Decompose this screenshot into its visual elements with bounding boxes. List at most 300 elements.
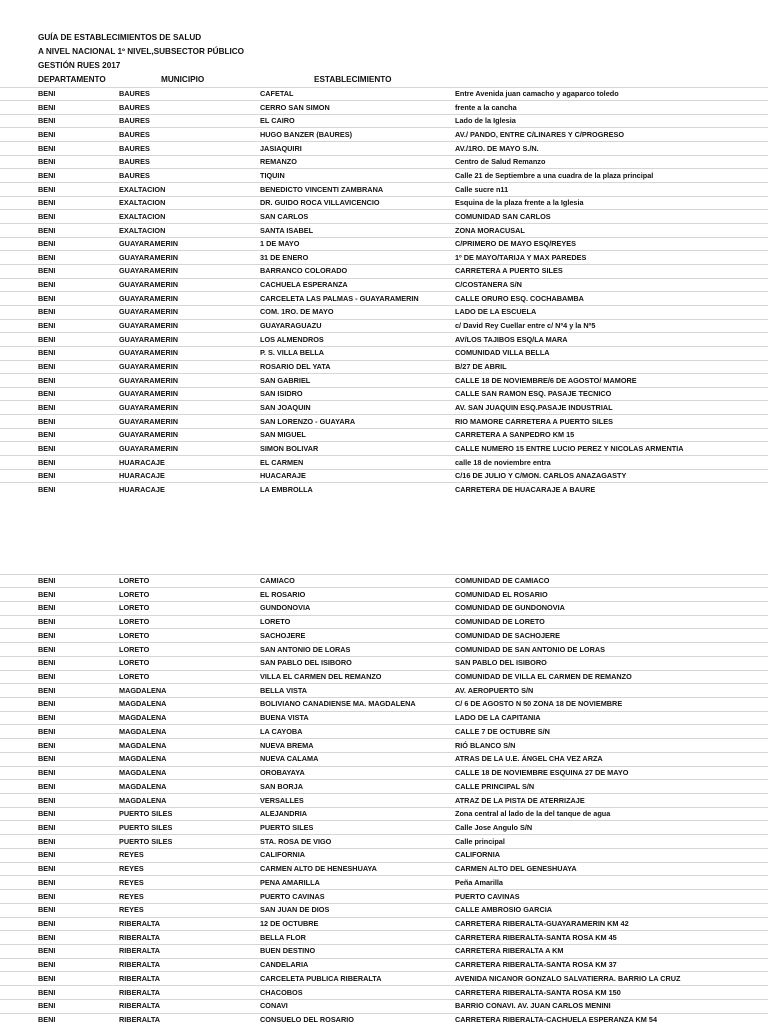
direccion-cell: Centro de Salud Remanzo — [455, 157, 546, 167]
establecimiento-cell: SAN ANTONIO DE LORAS — [260, 644, 351, 654]
direccion-cell: Peña Amarilla — [455, 877, 503, 887]
departamento-cell: BENI — [38, 672, 56, 682]
departamento-cell: BENI — [38, 919, 56, 928]
establecimiento-cell: SIMON BOLIVAR — [260, 443, 319, 453]
establecimiento-cell: BOLIVIANO CANADIENSE MA. MAGDALENA — [260, 699, 416, 709]
table-row — [0, 999, 768, 1013]
table-row — [0, 903, 768, 917]
municipio-cell: REYES — [119, 877, 144, 887]
municipio-cell: REYES — [119, 850, 144, 860]
establecimiento-cell: SACHOJERE — [260, 630, 306, 640]
municipio-cell: GUAYARAMERIN — [119, 239, 179, 249]
establecimiento-cell: NUEVA BREMA — [260, 740, 314, 750]
table-row — [0, 319, 768, 333]
direccion-cell: CALLE 18 DE NOVIEMBRE ESQUINA 27 DE MAYO — [455, 768, 629, 778]
municipio-cell: BAURES — [119, 116, 150, 126]
departamento-cell: BENI — [38, 89, 56, 98]
direccion-cell: frente a la cancha — [455, 102, 517, 112]
table-row — [0, 807, 768, 821]
establecimiento-cell: EL ROSARIO — [260, 589, 306, 599]
direccion-cell: AV. SAN JUAQUIN ESQ.PASAJE INDUSTRIAL — [455, 402, 613, 412]
departamento-cell: BENI — [38, 754, 56, 764]
municipio-cell: GUAYARAMERIN — [119, 334, 179, 344]
direccion-cell: COMUNIDAD SAN CARLOS — [455, 211, 551, 221]
direccion-cell: Zona central al lado de la del tanque de agua — [455, 809, 611, 819]
municipio-cell: MAGDALENA — [119, 740, 167, 750]
departamento-cell: BENI — [38, 116, 56, 126]
establecimiento-cell: BUEN DESTINO — [260, 946, 316, 956]
direccion-cell: Calle principal — [455, 836, 505, 846]
direccion-cell: CARRETERA RIBERALTA-SANTA ROSA KM 45 — [455, 932, 617, 942]
direccion-cell: CARRETERA RIBERALTA A KM — [455, 946, 564, 956]
departamento-cell: BENI — [38, 266, 56, 276]
table-row — [0, 615, 768, 629]
establecimiento-cell: CALIFORNIA — [260, 850, 305, 860]
table-row — [0, 155, 768, 169]
departamento-cell: BENI — [38, 389, 56, 399]
establecimiento-cell: VERSALLES — [260, 795, 304, 805]
establecimiento-cell: SAN CARLOS — [260, 211, 309, 221]
table-row — [0, 890, 768, 904]
column-header-establecimiento: ESTABLECIMIENTO — [314, 75, 392, 84]
municipio-cell: REYES — [119, 891, 144, 901]
column-header-municipio: MUNICIPIO — [161, 75, 205, 84]
establecimiento-cell: ALEJANDRIA — [260, 809, 308, 819]
departamento-cell: BENI — [38, 946, 56, 956]
table-row — [0, 87, 768, 101]
establecimiento-cell: EL CAIRO — [260, 116, 295, 126]
municipio-cell: LORETO — [119, 672, 150, 682]
direccion-cell: CALLE AMBROSIO GARCIA — [455, 905, 553, 915]
table-row — [0, 169, 768, 183]
direccion-cell: LADO DE LA CAPITANIA — [455, 713, 541, 723]
departamento-cell: BENI — [38, 484, 56, 494]
direccion-cell: COMUNIDAD DE SAN ANTONIO DE LORAS — [455, 644, 605, 654]
municipio-cell: BAURES — [119, 157, 150, 167]
departamento-cell: BENI — [38, 252, 56, 262]
departamento-cell: BENI — [38, 129, 56, 139]
departamento-cell: BENI — [38, 699, 56, 709]
municipio-cell: REYES — [119, 864, 144, 874]
establecimiento-cell: GUAYARAGUAZU — [260, 321, 322, 331]
departamento-cell: BENI — [38, 685, 56, 695]
direccion-cell: Calle sucre n11 — [455, 184, 509, 194]
table-row — [0, 670, 768, 684]
departamento-cell: BENI — [38, 740, 56, 750]
departamento-cell: BENI — [38, 850, 56, 860]
departamento-cell: BENI — [38, 603, 56, 613]
municipio-cell: GUAYARAMERIN — [119, 252, 179, 262]
departamento-cell: BENI — [38, 239, 56, 249]
departamento-cell: BENI — [38, 293, 56, 303]
municipio-cell: BAURES — [119, 89, 150, 98]
direccion-cell: RIÓ BLANCO S/N — [455, 740, 516, 750]
table-row — [0, 752, 768, 766]
establecimiento-cell: PENA AMARILLA — [260, 877, 320, 887]
direccion-cell: COMUNIDAD EL ROSARIO — [455, 589, 548, 599]
table-row — [0, 697, 768, 711]
municipio-cell: PUERTO SILES — [119, 836, 173, 846]
municipio-cell: LORETO — [119, 644, 150, 654]
departamento-cell: BENI — [38, 198, 56, 208]
departamento-cell: BENI — [38, 891, 56, 901]
departamento-cell: BENI — [38, 864, 56, 874]
municipio-cell: LORETO — [119, 576, 150, 585]
municipio-cell: MAGDALENA — [119, 726, 167, 736]
direccion-cell: CALLE SAN RAMON ESQ. PASAJE TECNICO — [455, 389, 612, 399]
direccion-cell: CARRETERA RIBERALTA-SANTA ROSA KM 150 — [455, 987, 621, 997]
establecimiento-cell: 1 DE MAYO — [260, 239, 300, 249]
departamento-cell: BENI — [38, 307, 56, 317]
table-row — [0, 643, 768, 657]
direccion-cell: CALIFORNIA — [455, 850, 500, 860]
establecimiento-cell: SAN GABRIEL — [260, 375, 311, 385]
direccion-cell: COMUNIDAD VILLA BELLA — [455, 348, 550, 358]
establecimiento-cell: VILLA EL CARMEN DEL REMANZO — [260, 672, 382, 682]
departamento-cell: BENI — [38, 987, 56, 997]
municipio-cell: LORETO — [119, 617, 150, 627]
establecimiento-cell: 31 DE ENERO — [260, 252, 309, 262]
direccion-cell: AV./ PANDO, ENTRE C/LINARES Y C/PROGRESO — [455, 129, 625, 139]
establecimiento-cell: CARCELETA LAS PALMAS - GUAYARAMERIN — [260, 293, 419, 303]
establecimiento-cell: CARCELETA PUBLICA RIBERALTA — [260, 973, 382, 983]
table-row — [0, 684, 768, 698]
table-row — [0, 725, 768, 739]
table-row — [0, 780, 768, 794]
direccion-cell: RIO MAMORE CARRETERA A PUERTO SILES — [455, 416, 613, 426]
direccion-cell: COMUNIDAD DE CAMIACO — [455, 576, 550, 585]
direccion-cell: AV. AEROPUERTO S/N — [455, 685, 534, 695]
direccion-cell: calle 18 de noviembre entra — [455, 457, 551, 467]
municipio-cell: MAGDALENA — [119, 713, 167, 723]
municipio-cell: RIBERALTA — [119, 919, 161, 928]
direccion-cell: AV./1RO. DE MAYO S./N. — [455, 143, 539, 153]
table-row — [0, 224, 768, 238]
direccion-cell: CARRETERA RIBERALTA-GUAYARAMERIN KM 42 — [455, 919, 629, 928]
municipio-cell: RIBERALTA — [119, 960, 161, 970]
municipio-cell: RIBERALTA — [119, 946, 161, 956]
establecimiento-cell: CAMIACO — [260, 576, 295, 585]
municipio-cell: MAGDALENA — [119, 685, 167, 695]
establecimiento-cell: DR. GUIDO ROCA VILLAVICENCIO — [260, 198, 380, 208]
table-row — [0, 346, 768, 360]
establecimiento-cell: CANDELARIA — [260, 960, 309, 970]
direccion-cell: C/16 DE JULIO Y C/MON. CARLOS ANAZAGASTY — [455, 471, 627, 481]
direccion-cell: SAN PABLO DEL ISIBORO — [455, 658, 547, 668]
table-row — [0, 428, 768, 442]
table-row — [0, 210, 768, 224]
departamento-cell: BENI — [38, 1001, 56, 1011]
table-row — [0, 114, 768, 128]
direccion-cell: LADO DE LA ESCUELA — [455, 307, 537, 317]
municipio-cell: LORETO — [119, 589, 150, 599]
departamento-cell: BENI — [38, 170, 56, 180]
municipio-cell: MAGDALENA — [119, 699, 167, 709]
table-row — [0, 1013, 768, 1027]
direccion-cell: CARRETERA RIBERALTA-CACHUELA ESPERANZA KM 54 — [455, 1015, 658, 1025]
table-row — [0, 862, 768, 876]
departamento-cell: BENI — [38, 143, 56, 153]
departamento-cell: BENI — [38, 877, 56, 887]
establecimiento-cell: SAN JOAQUIN — [260, 402, 311, 412]
establecimiento-cell: COM. 1RO. DE MAYO — [260, 307, 334, 317]
departamento-cell: BENI — [38, 973, 56, 983]
departamento-cell: BENI — [38, 416, 56, 426]
table-row — [0, 305, 768, 319]
establecimiento-cell: BUENA VISTA — [260, 713, 309, 723]
establecimiento-cell: SAN ISIDRO — [260, 389, 303, 399]
departamento-cell: BENI — [38, 362, 56, 371]
direccion-cell: COMUNIDAD DE SACHOJERE — [455, 630, 561, 640]
municipio-cell: MAGDALENA — [119, 754, 167, 764]
municipio-cell: BAURES — [119, 143, 150, 153]
departamento-cell: BENI — [38, 576, 56, 585]
table-row — [0, 972, 768, 986]
municipio-cell: HUARACAJE — [119, 457, 165, 467]
departamento-cell: BENI — [38, 781, 56, 791]
establecimiento-cell: NUEVA CALAMA — [260, 754, 319, 764]
departamento-cell: BENI — [38, 905, 56, 915]
establecimiento-cell: PUERTO SILES — [260, 822, 314, 832]
establecimiento-cell: JASIAQUIRI — [260, 143, 302, 153]
direccion-cell: Esquina de la plaza frente a la Iglesia — [455, 198, 584, 208]
establecimiento-cell: CERRO SAN SIMON — [260, 102, 330, 112]
establecimiento-cell: CARMEN ALTO DE HENESHUAYA — [260, 864, 377, 874]
direccion-cell: 1º DE MAYO/TARIJA Y MAX PAREDES — [455, 252, 587, 262]
establecimiento-cell: 12 DE OCTUBRE — [260, 919, 319, 928]
municipio-cell: GUAYARAMERIN — [119, 293, 179, 303]
municipio-cell: LORETO — [119, 630, 150, 640]
direccion-cell: C/ 6 DE AGOSTO N 50 ZONA 18 DE NOVIEMBRE — [455, 699, 623, 709]
table-row — [0, 876, 768, 890]
municipio-cell: EXALTACION — [119, 225, 166, 235]
establecimiento-cell: STA. ROSA DE VIGO — [260, 836, 332, 846]
table-row — [0, 766, 768, 780]
departamento-cell: BENI — [38, 184, 56, 194]
municipio-cell: LORETO — [119, 658, 150, 668]
departamento-cell: BENI — [38, 644, 56, 654]
departamento-cell: BENI — [38, 960, 56, 970]
table-row — [0, 401, 768, 415]
table-row — [0, 917, 768, 931]
establecimiento-cell: SAN PABLO DEL ISIBORO — [260, 658, 352, 668]
departamento-cell: BENI — [38, 211, 56, 221]
table-row — [0, 794, 768, 808]
municipio-cell: EXALTACION — [119, 211, 166, 221]
municipio-cell: GUAYARAMERIN — [119, 416, 179, 426]
table-row — [0, 629, 768, 643]
municipio-cell: EXALTACION — [119, 184, 166, 194]
departamento-cell: BENI — [38, 822, 56, 832]
municipio-cell: MAGDALENA — [119, 781, 167, 791]
table-row — [0, 333, 768, 347]
direccion-cell: B/27 DE ABRIL — [455, 362, 507, 371]
column-header-departamento: DEPARTAMENTO — [38, 75, 106, 84]
table-row — [0, 292, 768, 306]
direccion-cell: CARRETERA A SANPEDRO KM 15 — [455, 430, 575, 440]
table-row — [0, 469, 768, 483]
direccion-cell: CALLE 18 DE NOVIEMBRE/6 DE AGOSTO/ MAMORE — [455, 375, 637, 385]
establecimiento-cell: CONSUELO DEL ROSARIO — [260, 1015, 354, 1025]
municipio-cell: HUARACAJE — [119, 484, 165, 494]
direccion-cell: Lado de la Iglesia — [455, 116, 516, 126]
municipio-cell: REYES — [119, 905, 144, 915]
municipio-cell: GUAYARAMERIN — [119, 443, 179, 453]
establecimiento-cell: SAN LORENZO - GUAYARA — [260, 416, 356, 426]
table-row — [0, 278, 768, 292]
municipio-cell: GUAYARAMERIN — [119, 307, 179, 317]
departamento-cell: BENI — [38, 726, 56, 736]
establecimiento-cell: SAN MIGUEL — [260, 430, 306, 440]
direccion-cell: CALLE ORURO ESQ. COCHABAMBA — [455, 293, 584, 303]
direccion-cell: Entre Avenida juan camacho y agaparco toledo — [455, 89, 619, 98]
establecimiento-cell: SAN JUAN DE DIOS — [260, 905, 330, 915]
direccion-cell: Calle Jose Angulo S/N — [455, 822, 533, 832]
departamento-cell: BENI — [38, 430, 56, 440]
departamento-cell: BENI — [38, 768, 56, 778]
direccion-cell: BARRIO CONAVI. AV. JUAN CARLOS MENINI — [455, 1001, 611, 1011]
direccion-cell: C/COSTANERA S/N — [455, 280, 522, 290]
table-row — [0, 739, 768, 753]
departamento-cell: BENI — [38, 225, 56, 235]
municipio-cell: GUAYARAMERIN — [119, 375, 179, 385]
municipio-cell: HUARACAJE — [119, 471, 165, 481]
direccion-cell: CARRETERA A PUERTO SILES — [455, 266, 563, 276]
departamento-cell: BENI — [38, 157, 56, 167]
establecimiento-cell: SAN BORJA — [260, 781, 303, 791]
direccion-cell: ATRAZ DE LA PISTA DE ATERRIZAJE — [455, 795, 585, 805]
direccion-cell: PUERTO CAVINAS — [455, 891, 520, 901]
direccion-cell: AV/LOS TAJIBOS ESQ/LA MARA — [455, 334, 568, 344]
table-row — [0, 251, 768, 265]
departamento-cell: BENI — [38, 471, 56, 481]
municipio-cell: GUAYARAMERIN — [119, 389, 179, 399]
table-row — [0, 931, 768, 945]
direccion-cell: CARRETERA RIBERALTA-SANTA ROSA KM 37 — [455, 960, 617, 970]
establecimiento-cell: HUGO BANZER (BAURES) — [260, 129, 353, 139]
departamento-cell: BENI — [38, 280, 56, 290]
departamento-cell: BENI — [38, 836, 56, 846]
table-row — [0, 142, 768, 156]
table-row — [0, 374, 768, 388]
document-subtitle: A NIVEL NACIONAL 1º NIVEL,SUBSECTOR PÚBLICO — [38, 47, 245, 56]
departamento-cell: BENI — [38, 334, 56, 344]
municipio-cell: GUAYARAMERIN — [119, 348, 179, 358]
departamento-cell: BENI — [38, 713, 56, 723]
establecimiento-cell: ROSARIO DEL YATA — [260, 362, 331, 371]
table-row — [0, 835, 768, 849]
departamento-cell: BENI — [38, 321, 56, 331]
direccion-cell: AVENIDA NICANOR GONZALO SALVATIERRA. BARRIO LA CRUZ — [455, 973, 681, 983]
municipio-cell: RIBERALTA — [119, 932, 161, 942]
establecimiento-cell: CONAVI — [260, 1001, 288, 1011]
municipio-cell: GUAYARAMERIN — [119, 266, 179, 276]
table-row — [0, 128, 768, 142]
municipio-cell: GUAYARAMERIN — [119, 430, 179, 440]
table-row — [0, 183, 768, 197]
municipio-cell: MAGDALENA — [119, 768, 167, 778]
table-row — [0, 601, 768, 615]
departamento-cell: BENI — [38, 795, 56, 805]
direccion-cell: COMUNIDAD DE VILLA EL CARMEN DE REMANZO — [455, 672, 632, 682]
direccion-cell: CALLE PRINCIPAL S/N — [455, 781, 535, 791]
municipio-cell: RIBERALTA — [119, 1015, 161, 1025]
establecimiento-cell: LA CAYOBA — [260, 726, 303, 736]
departamento-cell: BENI — [38, 457, 56, 467]
direccion-cell: C/PRIMERO DE MAYO ESQ/REYES — [455, 239, 576, 249]
direccion-cell: CALLE NUMERO 15 ENTRE LUCIO PEREZ Y NICOLAS ARMENTIA — [455, 443, 684, 453]
establecimiento-cell: CHACOBOS — [260, 987, 303, 997]
table-row — [0, 848, 768, 862]
municipio-cell: GUAYARAMERIN — [119, 362, 179, 371]
document-edition: GESTIÓN RUES 2017 — [38, 61, 121, 70]
direccion-cell: ZONA MORACUSAL — [455, 225, 525, 235]
departamento-cell: BENI — [38, 617, 56, 627]
establecimiento-cell: PUERTO CAVINAS — [260, 891, 325, 901]
departamento-cell: BENI — [38, 443, 56, 453]
establecimiento-cell: LORETO — [260, 617, 291, 627]
table-row — [0, 483, 768, 497]
establecimiento-cell: LA EMBROLLA — [260, 484, 313, 494]
departamento-cell: BENI — [38, 348, 56, 358]
municipio-cell: PUERTO SILES — [119, 822, 173, 832]
direccion-cell: Calle 21 de Septiembre a una cuadra de la plaza principal — [455, 170, 654, 180]
municipio-cell: BAURES — [119, 102, 150, 112]
establecimiento-cell: BELLA VISTA — [260, 685, 308, 695]
establecimiento-cell: BENEDICTO VINCENTI ZAMBRANA — [260, 184, 384, 194]
table-row — [0, 415, 768, 429]
municipio-cell: RIBERALTA — [119, 987, 161, 997]
municipio-cell: RIBERALTA — [119, 973, 161, 983]
municipio-cell: LORETO — [119, 603, 150, 613]
departamento-cell: BENI — [38, 375, 56, 385]
municipio-cell: PUERTO SILES — [119, 809, 173, 819]
establecimiento-cell: BARRANCO COLORADO — [260, 266, 348, 276]
departamento-cell: BENI — [38, 402, 56, 412]
municipio-cell: BAURES — [119, 129, 150, 139]
table-row — [0, 588, 768, 602]
table-row — [0, 196, 768, 210]
departamento-cell: BENI — [38, 658, 56, 668]
document-title: GUÍA DE ESTABLECIMIENTOS DE SALUD — [38, 33, 202, 42]
table-row — [0, 442, 768, 456]
table-row — [0, 101, 768, 115]
establecimiento-cell: CACHUELA ESPERANZA — [260, 280, 348, 290]
table-row — [0, 986, 768, 1000]
table-row — [0, 237, 768, 251]
establecimiento-cell: TIQUIN — [260, 170, 285, 180]
departamento-cell: BENI — [38, 102, 56, 112]
departamento-cell: BENI — [38, 932, 56, 942]
table-row — [0, 656, 768, 670]
establecimiento-cell: HUACARAJE — [260, 471, 306, 481]
establecimiento-cell: REMANZO — [260, 157, 297, 167]
direccion-cell: c/ David Rey Cuellar entre c/ Nº4 y la Nº5 — [455, 321, 596, 331]
departamento-cell: BENI — [38, 809, 56, 819]
municipio-cell: GUAYARAMERIN — [119, 321, 179, 331]
direccion-cell: COMUNIDAD DE LORETO — [455, 617, 545, 627]
municipio-cell: RIBERALTA — [119, 1001, 161, 1011]
direccion-cell: ATRAS DE LA U.E. ÁNGEL CHA VEZ ARZA — [455, 754, 603, 764]
direccion-cell: COMUNIDAD DE GUNDONOVIA — [455, 603, 565, 613]
table-row — [0, 821, 768, 835]
table-row — [0, 711, 768, 725]
departamento-cell: BENI — [38, 630, 56, 640]
municipio-cell: EXALTACION — [119, 198, 166, 208]
establecimiento-cell: SANTA ISABEL — [260, 225, 314, 235]
table-row — [0, 387, 768, 401]
municipio-cell: MAGDALENA — [119, 795, 167, 805]
